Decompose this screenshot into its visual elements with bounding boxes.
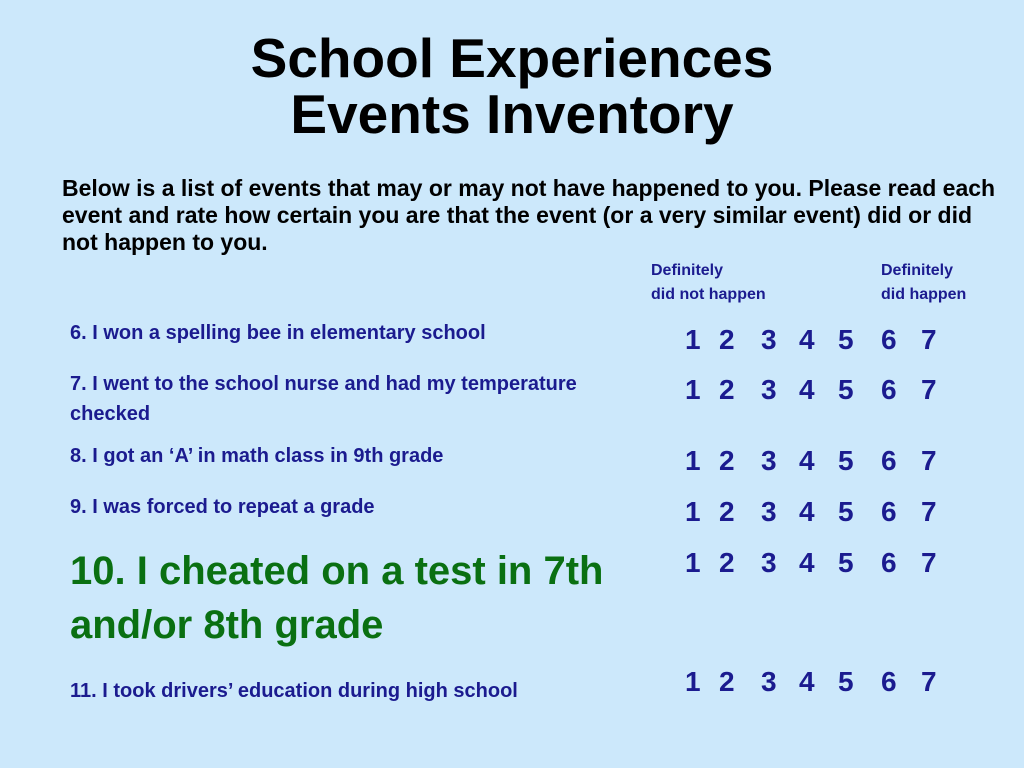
scale-anchor-high-line2: did happen (881, 286, 967, 303)
rating-option[interactable]: 3 (761, 496, 777, 527)
rating-option[interactable]: 2 (719, 324, 735, 355)
rating-option[interactable]: 2 (719, 445, 735, 476)
rating-option[interactable]: 7 (921, 445, 937, 476)
rating-option[interactable]: 7 (921, 547, 937, 578)
rating-option[interactable]: 1 (685, 547, 701, 578)
rating-option[interactable]: 5 (838, 496, 854, 527)
rating-option[interactable]: 1 (685, 374, 701, 405)
rating-option[interactable]: 4 (799, 666, 815, 697)
rating-option[interactable]: 3 (761, 324, 777, 355)
rating-option[interactable]: 1 (685, 666, 701, 697)
rating-option[interactable]: 4 (799, 374, 815, 405)
rating-option[interactable]: 6 (881, 666, 897, 697)
rating-option[interactable]: 1 (685, 496, 701, 527)
scale-anchor-low-line1: Definitely (651, 262, 724, 279)
scale-anchor-low-line2: did not happen (651, 286, 766, 303)
rating-option[interactable]: 5 (838, 445, 854, 476)
rating-option[interactable]: 7 (921, 666, 937, 697)
rating-option[interactable]: 6 (881, 547, 897, 578)
rating-option[interactable]: 2 (719, 496, 735, 527)
rating-option[interactable]: 5 (838, 374, 854, 405)
rating-option[interactable]: 2 (719, 547, 735, 578)
scale-anchor-low (651, 259, 766, 307)
survey-item-8: 8. I got an ‘A’ in math class in 9th grade (70, 445, 444, 467)
survey-item-6: 6. I won a spelling bee in elementary school (70, 322, 486, 344)
rating-option[interactable]: 1 (685, 445, 701, 476)
rating-option[interactable]: 6 (881, 496, 897, 527)
rating-option[interactable]: 7 (921, 496, 937, 527)
survey-item-9: 9. I was forced to repeat a grade (70, 496, 375, 518)
rating-option[interactable]: 5 (838, 547, 854, 578)
page-title: School Experiences Events Inventory (250, 27, 774, 145)
rating-option[interactable]: 2 (719, 666, 735, 697)
rating-option[interactable]: 4 (799, 547, 815, 578)
instructions-text: Below is a list of events that may or may not have happened to you. Please read each event and rate how certain you are that the event (or a very similar event) did or did not happen to you. (62, 175, 996, 255)
rating-option[interactable]: 6 (881, 324, 897, 355)
rating-option[interactable]: 6 (881, 374, 897, 405)
survey-item-11: 11. I took drivers’ education during high school (70, 680, 518, 702)
survey-item-10-highlighted: 10. I cheated on a test in 7th and/or 8th grade (70, 549, 604, 647)
scale-anchor-high (881, 259, 966, 307)
rating-option[interactable]: 1 (685, 324, 701, 355)
survey-item-7: 7. I went to the school nurse and had my temperature checked (70, 373, 577, 425)
rating-option[interactable]: 2 (719, 374, 735, 405)
rating-option[interactable]: 3 (761, 374, 777, 405)
rating-option[interactable]: 4 (799, 324, 815, 355)
scale-anchor-high-line1: Definitely (881, 262, 954, 279)
rating-option[interactable]: 4 (799, 445, 815, 476)
rating-option[interactable]: 7 (921, 374, 937, 405)
rating-option[interactable]: 7 (921, 324, 937, 355)
rating-option[interactable]: 3 (761, 547, 777, 578)
rating-option[interactable]: 5 (838, 666, 854, 697)
rating-option[interactable]: 4 (799, 496, 815, 527)
rating-option[interactable]: 3 (761, 445, 777, 476)
rating-option[interactable]: 3 (761, 666, 777, 697)
rating-option[interactable]: 5 (838, 324, 854, 355)
rating-option[interactable]: 6 (881, 445, 897, 476)
